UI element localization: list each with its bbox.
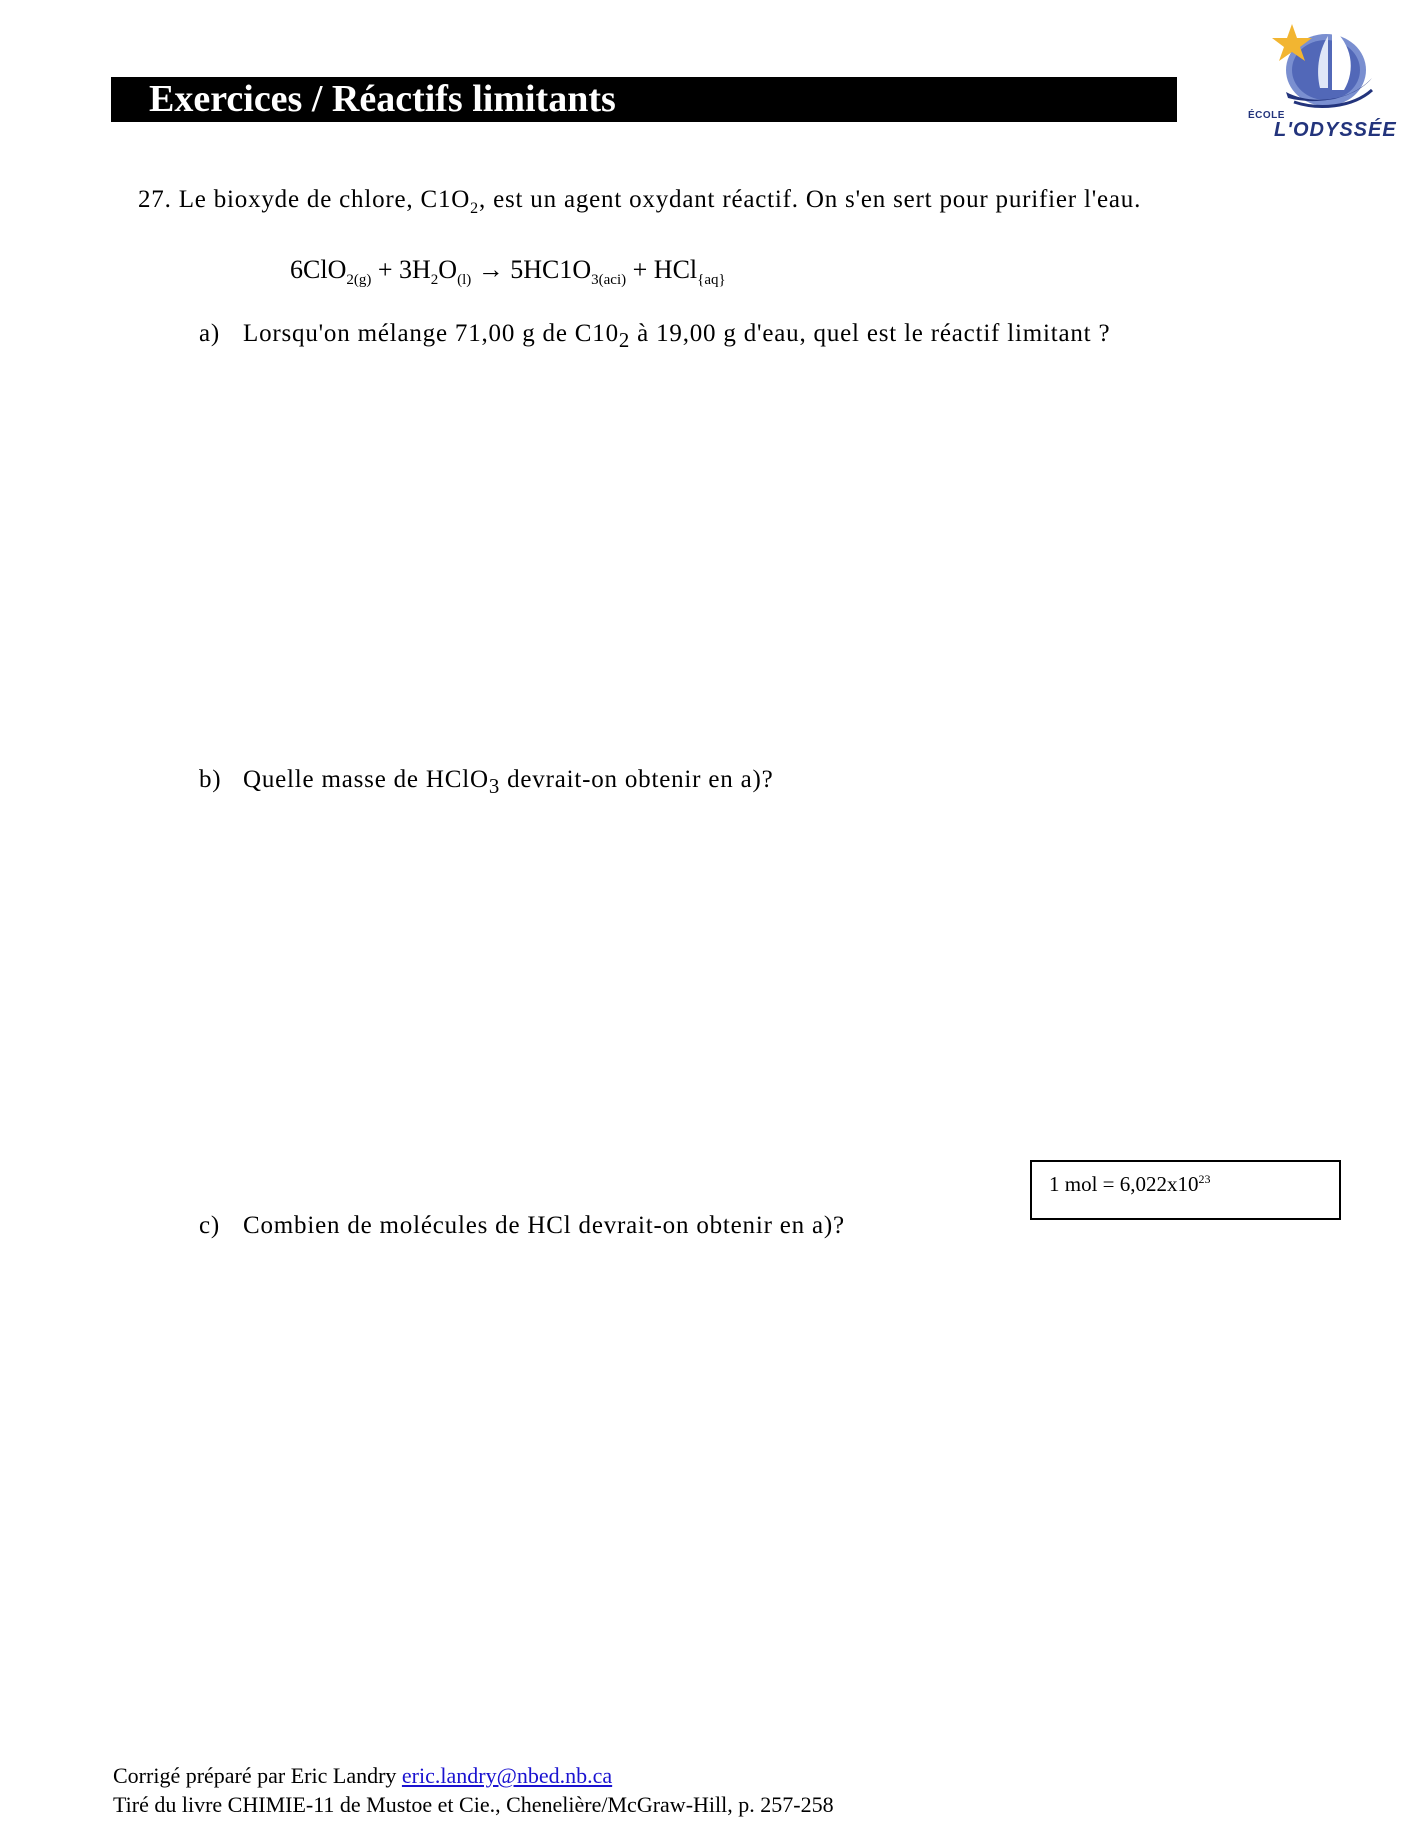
part-a <box>199 320 1110 353</box>
eq-subscript: 2 <box>430 272 439 289</box>
eq-term: → 5HC1O <box>471 255 592 284</box>
eq-subscript: 2(g) <box>346 272 372 289</box>
footer-credit <box>113 1763 612 1789</box>
eq-term: 6ClO <box>290 255 347 284</box>
footer-source: Tiré du livre CHIMIE-11 de Mustoe et Cie., Chenelière/McGraw-Hill, p. 257-258 <box>113 1792 834 1817</box>
part-b <box>199 766 774 799</box>
eq-term: + HCl <box>626 255 698 284</box>
logo-ecole-text: ÉCOLE <box>1248 110 1285 121</box>
avogadro-constant-box <box>1030 1160 1341 1220</box>
eq-subscript: 3(aci) <box>591 272 627 289</box>
part-c <box>199 1212 845 1240</box>
page-title: Exercices / Réactifs limitants <box>149 78 616 120</box>
part-a-text: Lorsqu'on mélange 71,00 g de C10 <box>243 320 619 347</box>
part-a-subscript: 2 <box>618 328 631 352</box>
question-text: 27. Le bioxyde de chlore, C1O <box>138 186 471 213</box>
eq-term: O <box>438 255 458 284</box>
part-b-subscript: 3 <box>488 774 501 798</box>
part-b-text-rest: devrait-on obtenir en a)? <box>500 766 774 793</box>
part-c-label: c) <box>199 1212 221 1239</box>
part-c-text: Combien de molécules de HCl devrait-on obtenir en a)? <box>243 1212 845 1239</box>
eq-subscript: {aq} <box>697 272 726 289</box>
chemical-equation <box>290 255 726 289</box>
constant-text: 1 mol = 6,022x10 <box>1049 1172 1199 1196</box>
constant-exponent: 23 <box>1198 1172 1211 1186</box>
eq-subscript: (l) <box>457 272 472 289</box>
avogadro-constant <box>1049 1172 1211 1197</box>
question-text-rest: , est un agent oxydant réactif. On s'en sert pour purifier l'eau. <box>478 186 1142 213</box>
part-b-text: Quelle masse de HClO <box>243 766 489 793</box>
author-email-link[interactable]: eric.landry@nbed.nb.ca <box>401 1763 613 1788</box>
header-banner <box>111 77 1177 122</box>
school-logo <box>1248 8 1397 141</box>
part-a-text-rest: à 19,00 g d'eau, quel est le réactif limitant ? <box>630 320 1111 347</box>
question-27 <box>138 186 1141 218</box>
footer-credit-text: Corrigé préparé par Eric Landry <box>113 1763 402 1788</box>
part-b-label: b) <box>199 766 222 793</box>
eq-term: + 3H <box>371 255 431 284</box>
question-subscript: 2 <box>470 200 479 217</box>
part-a-label: a) <box>199 320 221 347</box>
logo-school-name: L'ODYSSÉE <box>1274 119 1397 141</box>
sailboat-logo-icon <box>1248 8 1388 118</box>
